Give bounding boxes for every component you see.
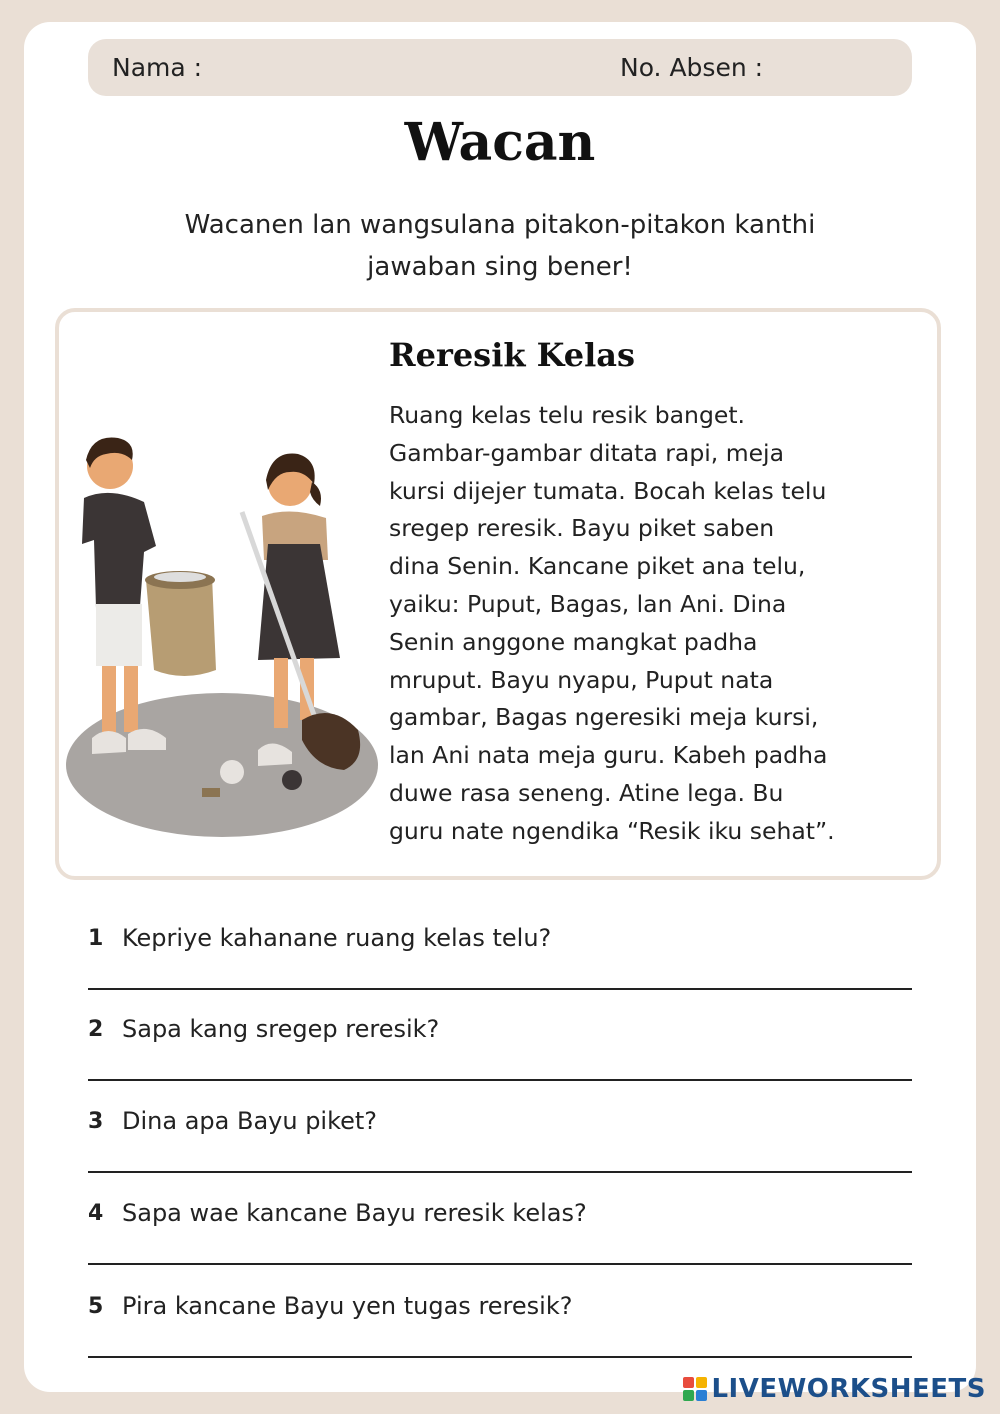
story-line: lan Ani nata meja guru. Kabeh padha: [389, 741, 828, 770]
question-text: Dina apa Bayu piket?: [122, 1107, 378, 1135]
story-line: Senin anggone mangkat padha: [389, 627, 758, 656]
question-text: Sapa kang sregep reresik?: [122, 1015, 440, 1043]
question-text: Sapa wae kancane Bayu reresik kelas?: [122, 1199, 587, 1227]
question-text: Kepriye kahanane ruang kelas telu?: [122, 924, 552, 952]
instruction-line: Wacanen lan wangsulana pitakon-pitakon kanthi: [184, 210, 816, 240]
question-number: 1: [88, 926, 104, 951]
answer-line-2[interactable]: [88, 1079, 912, 1081]
name-label: Nama :: [112, 53, 203, 82]
question-number: 2: [88, 1017, 104, 1042]
story-title: Reresik Kelas: [389, 336, 636, 374]
answer-line-4[interactable]: [88, 1263, 912, 1265]
story-line: Gambar-gambar ditata rapi, meja: [389, 438, 784, 467]
story-text: [389, 397, 919, 851]
absen-label: No. Absen :: [620, 53, 764, 82]
story-line: yaiku: Puput, Bagas, lan Ani. Dina: [389, 589, 787, 618]
story-line: guru nate ngendika “Resik iku sehat”.: [389, 816, 835, 845]
story-line: kursi dijejer tumata. Bocah kelas telu: [389, 476, 827, 505]
question-number: 3: [88, 1109, 104, 1134]
story-line: gambar, Bagas ngeresiki meja kursi,: [389, 703, 819, 732]
question-number: 5: [88, 1294, 104, 1319]
liveworksheets-logo[interactable]: [683, 1374, 986, 1404]
story-line: mruput. Bayu nyapu, Puput nata: [389, 665, 774, 694]
brand-text: LIVEWORKSHEETS: [711, 1374, 986, 1404]
liveworksheets-icon: [683, 1377, 707, 1401]
children-cleaning-illustration: [62, 420, 382, 840]
answer-line-3[interactable]: [88, 1171, 912, 1173]
answer-line-1[interactable]: [88, 988, 912, 990]
answer-line-5[interactable]: [88, 1356, 912, 1358]
story-line: duwe rasa seneng. Atine lega. Bu: [389, 778, 784, 807]
question-text: Pira kancane Bayu yen tugas reresik?: [122, 1292, 573, 1320]
page-title: Wacan: [404, 112, 596, 173]
story-line: dina Senin. Kancane piket ana telu,: [389, 552, 806, 581]
story-line: Ruang kelas telu resik banget.: [389, 401, 746, 429]
student-info-bar: [88, 39, 912, 96]
instruction-text: [130, 204, 870, 288]
instruction-line: jawaban sing bener!: [367, 252, 633, 282]
story-line: sregep reresik. Bayu piket saben: [389, 514, 775, 543]
question-number: 4: [88, 1201, 104, 1226]
